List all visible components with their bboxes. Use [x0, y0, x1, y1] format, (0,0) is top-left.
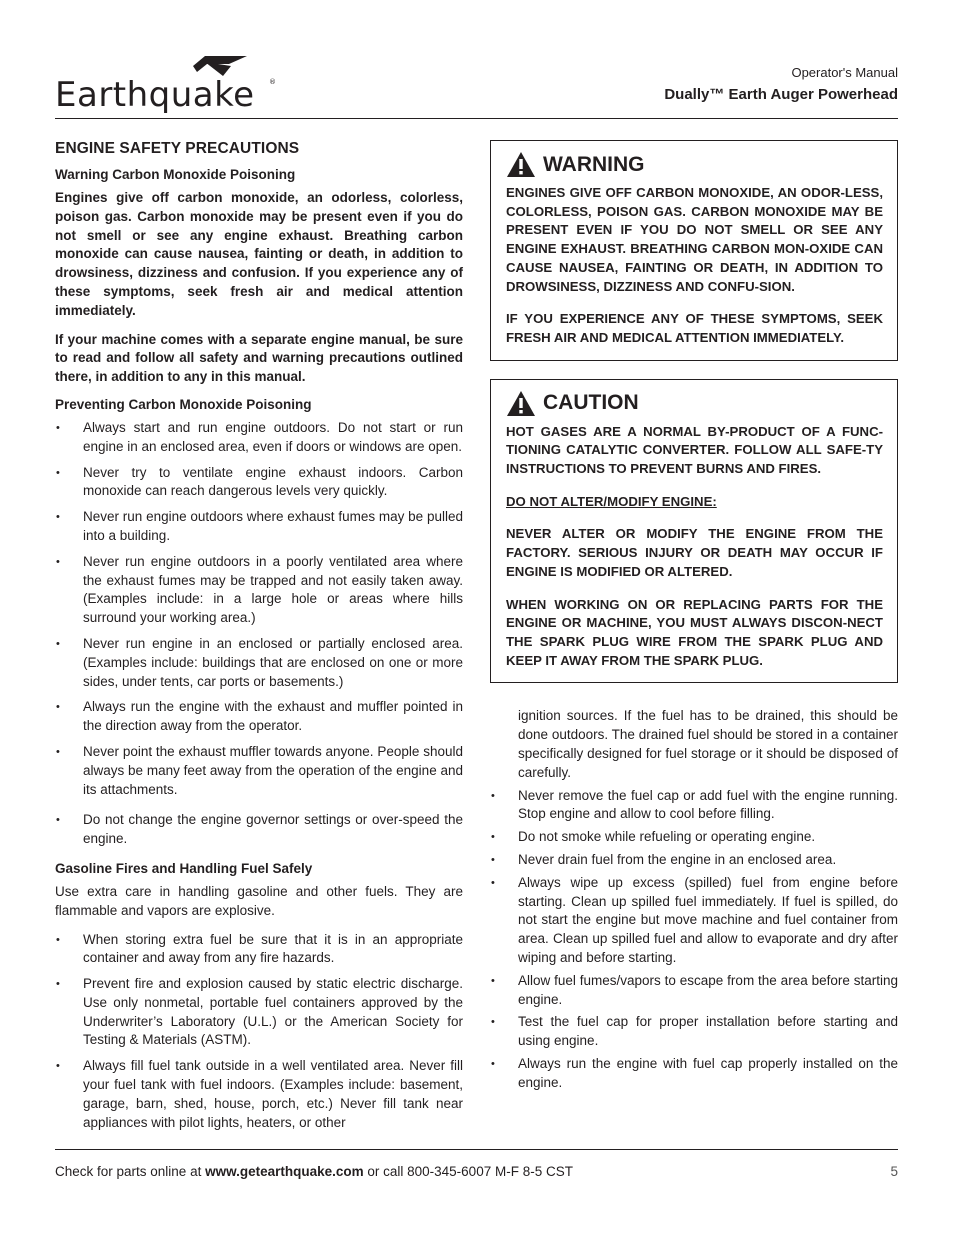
list-item: • Never run engine in an enclosed or partially enclosed area. (Examples include: buildings that are enclosed on one or more sides, under tents, car ports or basements.) — [56, 635, 463, 689]
left-column — [55, 140, 463, 1139]
caution-paragraph: NEVER ALTER OR MODIFY THE ENGINE FROM THE FACTORY. SERIOUS INJURY OR DEATH MAY OCCUR IF ENGINE IS MODIFIED OR ALTERED. — [506, 526, 883, 579]
caution-triangle-icon — [506, 390, 536, 417]
list-item: • When storing extra fuel be sure that it is in an appropriate container and away from any fire hazards. — [56, 931, 463, 966]
right-column — [490, 140, 898, 1097]
subheading-preventing-co: Preventing Carbon Monoxide Poisoning — [55, 396, 312, 412]
fuel-handling-bullet-list — [490, 787, 898, 1093]
header-rule — [55, 118, 898, 119]
caution-paragraph: HOT GASES ARE A NORMAL BY-PRODUCT OF A FUNC-TIONING CATALYTIC CONVERTER. FOLLOW ALL SAFE-TY INSTRUCTIONS TO PREVENT BURNS AND FIRES. — [506, 423, 883, 477]
manual-type: Operator's Manual — [791, 65, 898, 80]
list-item: • Never drain fuel from the engine in an enclosed area. — [491, 851, 837, 867]
page-number: 5 — [890, 1164, 898, 1179]
list-item: • Never remove the fuel cap or add fuel with the engine running. Stop engine and allow to cool before filling. — [491, 787, 898, 822]
co-bullet-list — [55, 419, 463, 849]
list-item: • Always start and run engine outdoors. Do not start or run engine in an enclosed area, even if doors or windows are open. — [56, 419, 463, 454]
list-item: • Prevent fire and explosion caused by static electric discharge. Use only nonmetal, portable fuel containers approved by the Underwriter’s Laboratory (U.L.) or the American Society for Testing & Materials (ASTM). — [56, 976, 463, 1048]
product-title: Dually™ Earth Auger Powerhead — [664, 86, 898, 103]
list-item: • Always run the engine with the exhaust and muffler pointed in the direction away from the operator. — [56, 699, 463, 734]
list-item: • Always fill fuel tank outside in a well ventilated area. Never fill your fuel tank with fuel indoors. (Examples include: basement, garage, barn, shed, house, porch, etc.) Never fill tank near appliances with pilot lights, heaters, or other — [56, 1058, 463, 1130]
list-item: • Allow fuel fumes/vapors to escape from the area before starting engine. — [491, 972, 898, 1007]
website-link[interactable]: www.getearthquake.com — [205, 1164, 364, 1179]
warning-paragraph: IF YOU EXPERIENCE ANY OF THESE SYMPTOMS, SEEK FRESH AIR AND MEDICAL ATTENTION IMMEDIATELY. — [506, 311, 883, 345]
warning-triangle-icon — [506, 151, 536, 178]
subheading-fuel-safety: Gasoline Fires and Handling Fuel Safely — [55, 860, 313, 876]
earthquake-logo — [55, 54, 280, 114]
list-item: • Do not change the engine governor settings or over-speed the engine. — [56, 812, 463, 847]
caution-heading: DO NOT ALTER/MODIFY ENGINE: — [506, 493, 717, 509]
section-title: ENGINE SAFETY PRECAUTIONS — [55, 140, 300, 157]
page-footer — [55, 1164, 898, 1179]
svg-text:Earthquake: Earthquake — [55, 75, 255, 114]
engine-manual-paragraph: If your machine comes with a separate engine manual, be sure to read and follow all safety and warning precautions outlined there, in addition to any in this manual. — [55, 331, 463, 385]
list-item: • Test the fuel cap for proper installation before starting and using engine. — [491, 1014, 898, 1049]
list-item: • Never point the exhaust muffler towards anyone. People should always be many feet away from the operation of the engine and its attachments. — [56, 743, 463, 797]
list-item: • Never run engine outdoors in a poorly ventilated area where the exhaust fumes may be trapped and not easily taken away. (Examples include: in a large hole or areas where hills surround your working area.) — [56, 553, 463, 626]
continued-paragraph: ignition sources. If the fuel has to be drained, this should be done outdoors. The drained fuel should be stored in a container specifically designed for fuel storage or it should be disposed of carefully. — [518, 708, 898, 780]
list-item: • Never try to ventilate engine exhaust indoors. Carbon monoxide can reach dangerous levels very quickly. — [56, 464, 463, 499]
subheading-co-warning: Warning Carbon Monoxide Poisoning — [55, 167, 296, 182]
page-header — [55, 54, 898, 118]
caution-title: CAUTION — [543, 391, 639, 415]
svg-text:®: ® — [269, 78, 276, 86]
co-warning-paragraph: Engines give off carbon monoxide, an odorless, colorless, poison gas. Carbon monoxide may be present even if you do not smell or see any engine exhaust. Breathing carbon monoxide can cause nausea, fainting or death, in addition to drowsiness, dizziness and confusion. If you experience any of these symptoms, seek fresh air and medical attention immediately. — [55, 190, 463, 318]
list-item: • Always run the engine with fuel cap properly installed on the engine. — [491, 1055, 898, 1090]
warning-title: WARNING — [543, 152, 645, 176]
list-item: • Do not smoke while refueling or operating engine. — [491, 829, 816, 845]
caution-paragraph: WHEN WORKING ON OR REPLACING PARTS FOR THE ENGINE OR MACHINE, YOU MUST ALWAYS DISCON-NECT THE SPARK PLUG WIRE FROM THE SPARK PLUG AND KEEP IT AWAY FROM THE SPARK PLUG. — [506, 596, 883, 668]
fuel-bullet-list — [55, 931, 463, 1133]
warning-paragraph: ENGINES GIVE OFF CARBON MONOXIDE, AN ODOR-LESS, COLORLESS, POISON GAS. CARBON MONOXIDE MAY BE PRESENT EVEN IF YOU DO NOT SMELL OR SEE ANY ENGINE EXHAUST. BREATHING CARBON MON-OXIDE CAN CAUSE NAUSEA, FAINTING OR DEATH, IN ADDITION TO DROWSINESS, DIZZINESS AND CONFU-SION. — [506, 185, 883, 294]
footer-phone-text: or call 800-345-6007 M-F 8-5 CST — [363, 1164, 573, 1179]
caution-box — [490, 379, 898, 684]
list-item: • Never run engine outdoors where exhaust fumes may be pulled into a building. — [56, 509, 463, 543]
fuel-intro-paragraph: Use extra care in handling gasoline and other fuels. They are flammable and vapors are explosive. — [55, 883, 463, 918]
footer-rule — [55, 1149, 898, 1150]
warning-box — [490, 140, 898, 361]
list-item: • Always wipe up excess (spilled) fuel from engine before starting. Clean up spilled fuel immediately. If fuel is spilled, do not start the engine but move machine and fuel container from area. Clean up spilled fuel and allow to evaporate and dry after wiping and before starting. — [491, 874, 898, 965]
footer-text: Check for parts online at — [55, 1164, 206, 1179]
